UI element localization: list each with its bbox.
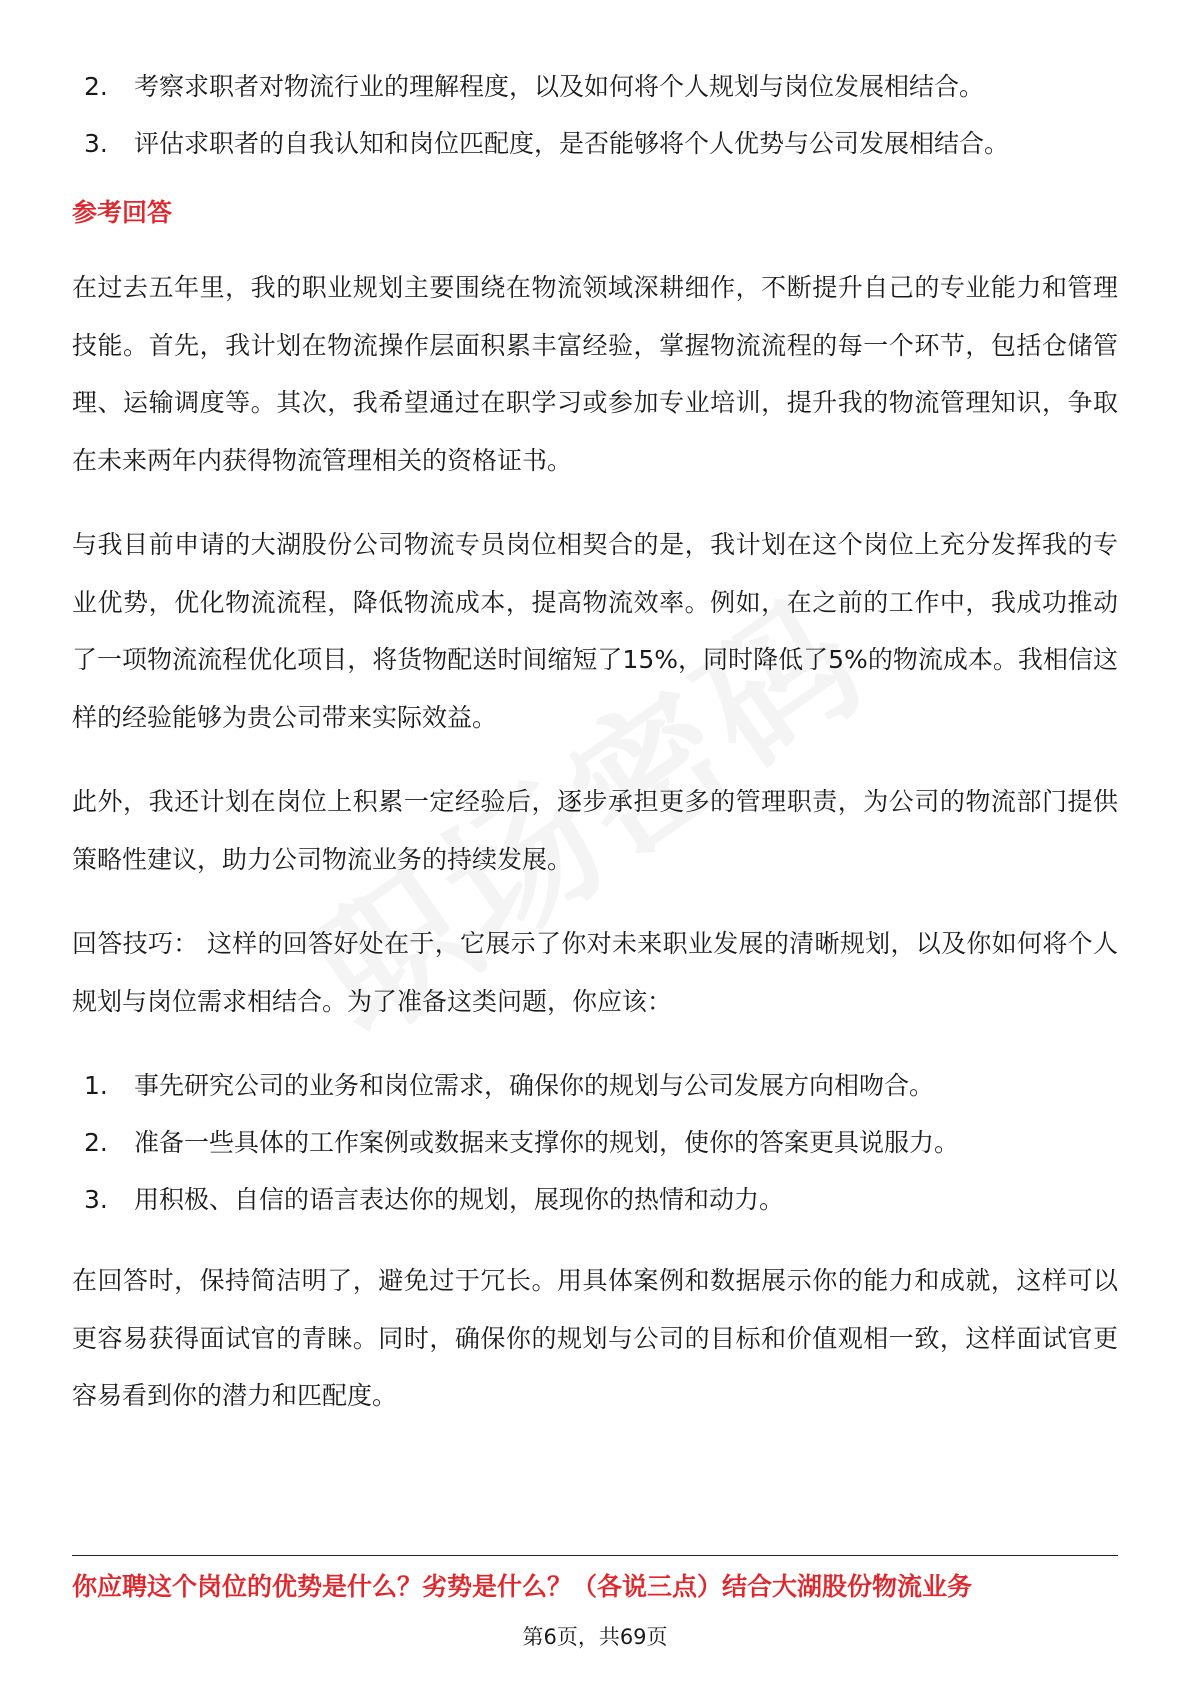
closing-paragraph: 在回答时，保持简洁明了，避免过于冗长。用具体案例和数据展示你的能力和成就，这样可以更容易获得面试官的青睐。同时，确保你的规划与公司的目标和价值观相一致，这样面试官更容易看到你的潜力和匹配度。 [72,1266,1118,1410]
page-content [72,58,1118,1452]
list-item [72,58,1118,115]
list-item-number: 2. [84,1128,108,1157]
tips-intro: 回答技巧： 这样的回答好处在于，它展示了你对未来职业发展的清晰规划，以及你如何将个人规划与岗位需求相结合。为了准备这类问题，你应该： [72,929,1118,1016]
list-item-text: 事先研究公司的业务和岗位需求，确保你的规划与公司发展方向相吻合。 [134,1071,935,1100]
list-item [72,115,1118,172]
answer-heading: 参考回答 [72,198,173,227]
answer-paragraph: 在过去五年里，我的职业规划主要围绕在物流领域深耕细作，不断提升自己的专业能力和管理技能。首先，我计划在物流操作层面积累丰富经验，掌握物流流程的每一个环节，包括仓储管理、运输调度等。其次，我希望通过在职学习或参加专业培训，提升我的物流管理知识，争取在未来两年内获得物流管理相关的资格证书。 [72,273,1118,475]
list-item-number: 1. [84,1071,108,1100]
list-item [72,1057,1118,1114]
list-item-text: 用积极、自信的语言表达你的规划，展现你的热情和动力。 [134,1185,785,1214]
list-item [72,1171,1118,1228]
evaluation-points-list [72,58,1118,172]
answer-paragraph: 与我目前申请的大湖股份公司物流专员岗位相契合的是，我计划在这个岗位上充分发挥我的专业优势，优化物流流程，降低物流成本，提高物流效率。例如，在之前的工作中，我成功推动了一项物流流程优化项目，将货物配送时间缩短了15%，同时降低了5%的物流成本。我相信这样的经验能够为贵公司带来实际效益。 [72,530,1118,732]
list-item-number: 3. [84,129,108,158]
footer-divider [72,1555,1118,1556]
page-number: 第6页，共69页 [522,1625,668,1649]
list-item-number: 2. [84,72,108,101]
tips-list [72,1057,1118,1228]
list-item-number: 3. [84,1185,108,1214]
list-item [72,1114,1118,1171]
answer-paragraph: 此外，我还计划在岗位上积累一定经验后，逐步承担更多的管理职责，为公司的物流部门提供策略性建议，助力公司物流业务的持续发展。 [72,787,1118,874]
list-item-text: 评估求职者的自我认知和岗位匹配度，是否能够将个人优势与公司发展相结合。 [134,129,1010,158]
list-item-text: 准备一些具体的工作案例或数据来支撑你的规划，使你的答案更具说服力。 [134,1128,960,1157]
next-question-heading: 你应聘这个岗位的优势是什么？劣势是什么？（各说三点）结合大湖股份物流业务 [72,1572,973,1601]
list-item-text: 考察求职者对物流行业的理解程度，以及如何将个人规划与岗位发展相结合。 [134,72,985,101]
